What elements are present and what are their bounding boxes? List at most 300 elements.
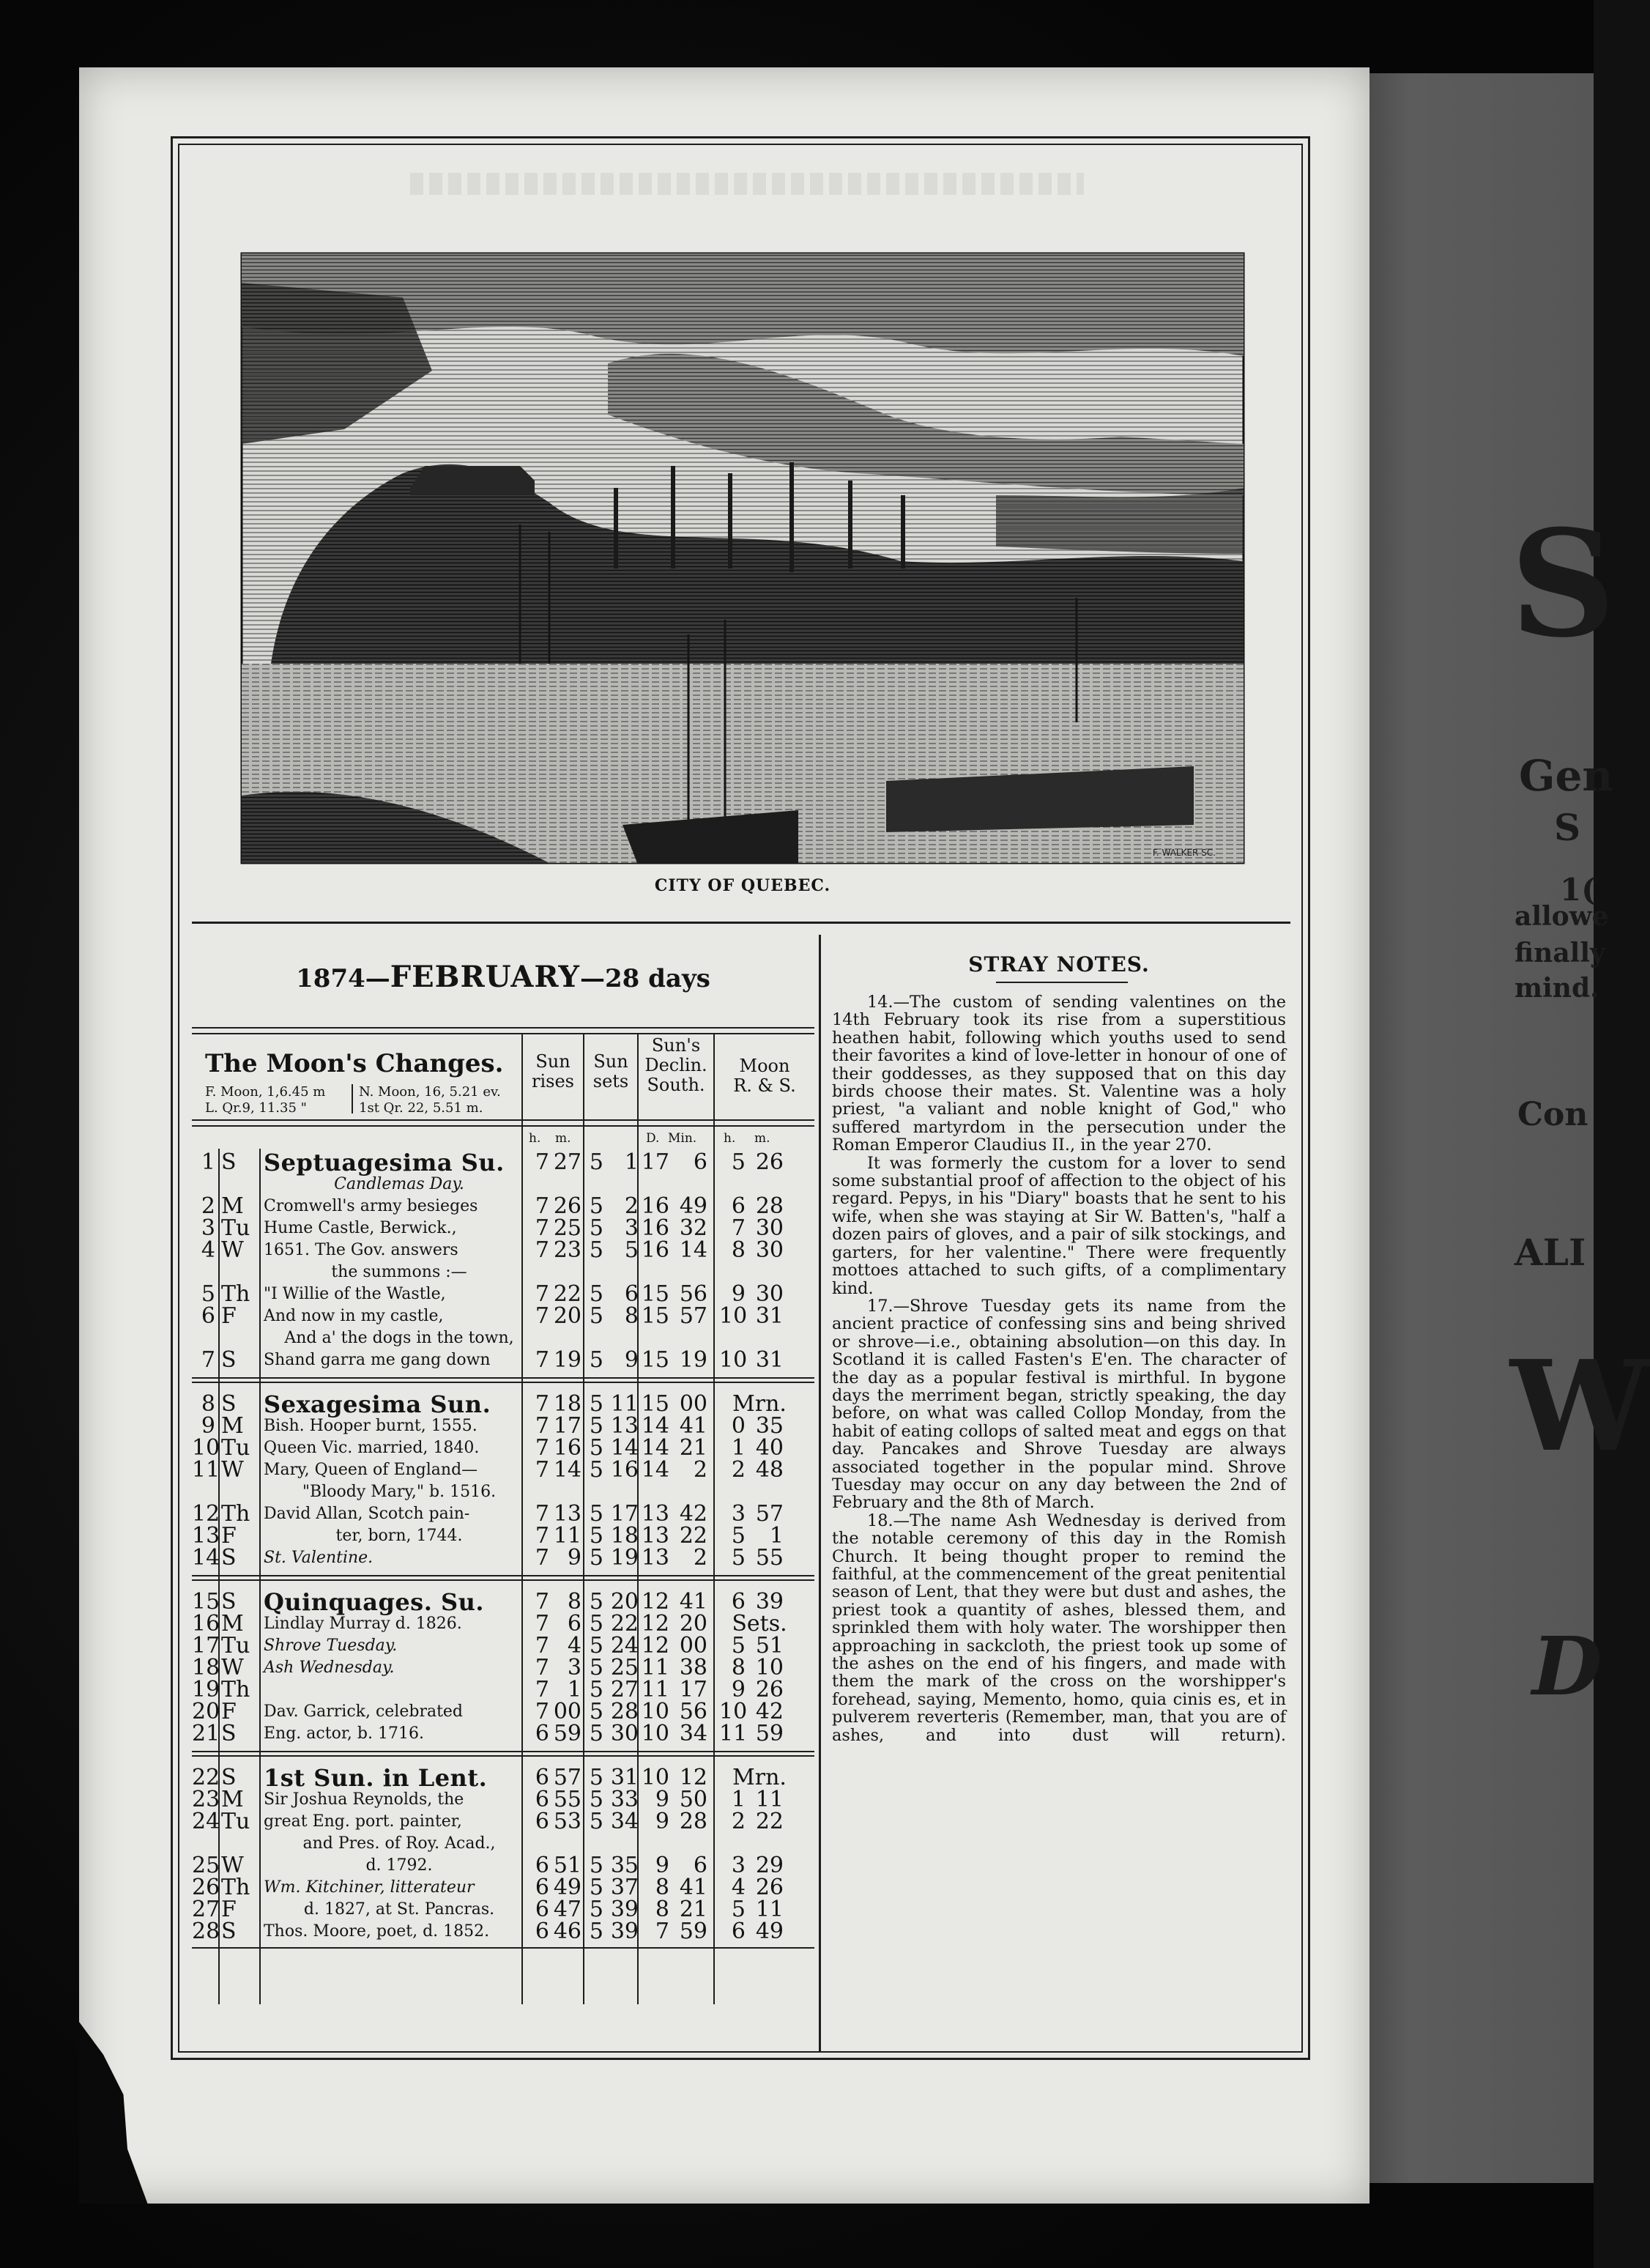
sunset-hour: 5	[589, 1545, 603, 1571]
weekday: Tu	[221, 1215, 250, 1241]
week-rule	[192, 1382, 814, 1383]
weekday: Th	[221, 1875, 250, 1900]
event-text: the summons :—	[331, 1263, 467, 1281]
calendar-row	[192, 1877, 814, 1899]
declination-degree: 15	[641, 1303, 669, 1329]
declination-degree: 16	[641, 1237, 669, 1263]
declination-minute: 6	[693, 1853, 707, 1878]
sunrise-hour: 7	[535, 1523, 549, 1549]
sunset-hour: 5	[589, 1655, 603, 1680]
moon-hour: 5	[731, 1545, 746, 1571]
event-text: Candlemas Day.	[334, 1175, 464, 1193]
day-number: 27	[192, 1897, 220, 1922]
calendar-row	[192, 1921, 814, 1943]
event-text	[264, 1679, 535, 1701]
event-text: Lindlay Murray d. 1826.	[264, 1615, 462, 1633]
declination-degree: 10	[641, 1765, 669, 1790]
sunrise-minute: 18	[553, 1391, 581, 1417]
sunrise-minute: 00	[553, 1699, 581, 1724]
sunset-hour: 5	[589, 1721, 603, 1746]
moon-minute	[750, 1481, 784, 1503]
sunset-minute	[605, 1261, 639, 1283]
day-number: 13	[192, 1523, 220, 1549]
day-number: 7	[201, 1347, 215, 1373]
sunrise-hour	[529, 1174, 549, 1196]
calendar-month: FEBRUARY	[390, 960, 580, 994]
sunset-hour: 5	[589, 1787, 603, 1812]
calendar-row	[192, 1613, 814, 1635]
weekday: S	[221, 1391, 237, 1417]
weekday: S	[221, 1347, 237, 1373]
event-text: Shand garra me gang down	[264, 1351, 491, 1369]
declination-minute: 41	[679, 1589, 707, 1615]
sunrise-minute: 26	[553, 1193, 581, 1219]
sunrise-minute: 16	[553, 1435, 581, 1461]
sunrise-hour: 7	[535, 1413, 549, 1439]
note-valentine: 14.—The custom of sending valentines on the 14th February took its rise from a superstitious heathen habit, following which youths used to send their favorites a kind of love-letter in honour of one of their goddesses, as they supposed that on this day birds choose their mates. St. Valentine was a holy priest, "a valiant and noble knight of God," who suffered martyrdom in the persecution under the Roman Emperor Claudius II., in the year 270.	[832, 993, 1286, 1155]
declination-minute: 6	[693, 1149, 707, 1175]
sunrise-hour: 7	[535, 1677, 549, 1702]
sunset-hour	[586, 1481, 603, 1503]
day-number: 5	[201, 1281, 215, 1307]
sunset-hour: 5	[589, 1809, 603, 1834]
sunrise-minute: 47	[553, 1897, 581, 1922]
sunset-minute: 11	[610, 1391, 639, 1417]
declination-degree: 8	[655, 1875, 669, 1900]
sunrise-hour: 7	[535, 1391, 549, 1417]
moon-hour	[719, 1174, 746, 1196]
sunset-minute: 22	[610, 1611, 639, 1637]
moon-hour	[719, 1481, 746, 1503]
declination-minute: 56	[679, 1699, 707, 1724]
event-text: and Pres. of Roy. Acad.,	[302, 1834, 496, 1853]
sunrise-hour: 7	[535, 1347, 549, 1373]
declination-minute: 2	[693, 1545, 707, 1571]
calendar-row	[192, 1349, 814, 1371]
day-number: 26	[192, 1875, 220, 1900]
weekday	[221, 1481, 250, 1503]
moon-minute: 31	[755, 1303, 784, 1329]
calendar-row	[192, 1261, 814, 1283]
moon-divider	[352, 1084, 353, 1113]
sunset-minute: 17	[610, 1501, 639, 1527]
moon-rise-set: Mrn.	[732, 1765, 787, 1790]
weekday: M	[221, 1787, 244, 1812]
day-number: 28	[192, 1919, 220, 1944]
moon-hour	[719, 1833, 746, 1855]
weekday: F	[221, 1523, 237, 1549]
sunset-hour: 5	[589, 1237, 603, 1263]
day-number: 25	[192, 1853, 220, 1878]
day-number	[192, 1833, 215, 1855]
adjacent-fragment: finally	[1515, 938, 1605, 968]
sunrise-hour	[529, 1261, 549, 1283]
sunrise-hour: 7	[535, 1435, 549, 1461]
sunset-hour: 5	[589, 1281, 603, 1307]
calendar-row	[192, 1305, 814, 1327]
sunrise-minute: 19	[553, 1347, 581, 1373]
weekday: S	[221, 1765, 237, 1790]
sunrise-minute	[551, 1174, 581, 1196]
day-number: 18	[192, 1655, 220, 1680]
declination-degree: 8	[655, 1897, 669, 1922]
moon-minute: 28	[755, 1193, 784, 1219]
sunset-minute: 14	[610, 1435, 639, 1461]
sunrise-minute	[551, 1481, 581, 1503]
calendar-row	[192, 1899, 814, 1921]
header-sunset: Sun sets	[592, 1051, 629, 1092]
header-rule	[192, 1119, 814, 1121]
day-number: 6	[201, 1303, 215, 1329]
calendar-year: 1874	[296, 964, 365, 993]
calendar-row	[192, 1390, 814, 1418]
moon-minute: 29	[755, 1853, 784, 1878]
declination-minute	[672, 1481, 707, 1503]
sunset-hour: 5	[589, 1765, 603, 1790]
sunset-minute: 33	[610, 1787, 639, 1812]
weekday: W	[221, 1853, 244, 1878]
sunrise-minute: 3	[567, 1655, 581, 1680]
calendar-row	[192, 1193, 814, 1219]
sunset-minute: 25	[610, 1655, 639, 1680]
week-rule	[192, 1377, 814, 1379]
event-text: St. Valentine.	[264, 1549, 374, 1567]
declination-minute: 34	[679, 1721, 707, 1746]
calendar-row	[192, 1415, 814, 1437]
moon-minute	[750, 1833, 784, 1855]
moon-minute: 51	[755, 1633, 784, 1659]
sunset-minute: 27	[610, 1677, 639, 1702]
engraver-signature: F. WALKER SC.	[1152, 848, 1216, 858]
weekday: W	[221, 1457, 244, 1483]
sunrise-minute: 1	[567, 1677, 581, 1702]
header-sunrise: Sun rises	[532, 1051, 574, 1092]
note-ash-wednesday: 18.—The name Ash Wednesday is derived from the notable ceremony of this day in the Romish Church. It being thought proper to remind the faithful, at the commencement of the great penitential season of Lent, that they were but dust and ashes, the priest took a quantity of ashes, blessed them, and sprinkled them with holy water. The worshipper then approaching in sackcloth, the priest took up some of the ashes on the end of his fingers, and made with them the mark of the cross on the worshipper's forehead, saying, Memento, homo, quia cinis es, et in pulverem reverteris (Remember, man, that you are of ashes, and into dust will return).	[832, 1511, 1286, 1745]
sunset-hour: 5	[589, 1347, 603, 1373]
weekday	[221, 1174, 250, 1196]
declination-degree: 17	[641, 1149, 669, 1175]
moon-phase: F. Moon, 1,6.45 m	[205, 1084, 326, 1100]
moon-hour: 5	[731, 1149, 746, 1175]
sunrise-hour: 7	[535, 1281, 549, 1307]
sunrise-minute: 8	[567, 1589, 581, 1615]
sunset-minute: 28	[610, 1699, 639, 1724]
event-text: Shrove Tuesday.	[264, 1637, 398, 1655]
calendar-title: 1874—FEBRUARY—28 days	[296, 960, 710, 994]
calendar-row	[192, 1327, 814, 1349]
moon-minute: 22	[755, 1809, 784, 1834]
day-number: 12	[192, 1501, 220, 1527]
declination-degree: 12	[641, 1611, 669, 1637]
weekday: Tu	[221, 1435, 250, 1461]
moon-hour: 5	[731, 1897, 746, 1922]
moon-minute: 1	[769, 1523, 784, 1549]
sunset-hour: 5	[589, 1149, 603, 1175]
week-rule	[192, 1755, 814, 1757]
day-number	[192, 1481, 215, 1503]
declination-degree	[640, 1481, 669, 1503]
adjacent-page	[1364, 73, 1650, 2183]
event-text: And now in my castle,	[264, 1307, 444, 1325]
declination-minute: 57	[679, 1303, 707, 1329]
calendar-row	[192, 1437, 814, 1459]
calendar-row	[192, 1855, 814, 1877]
sunset-minute: 30	[610, 1721, 639, 1746]
sunrise-hour: 6	[535, 1765, 549, 1790]
sunrise-minute: 49	[553, 1875, 581, 1900]
week-rule	[192, 1579, 814, 1581]
sunset-hour: 5	[589, 1919, 603, 1944]
declination-minute: 42	[679, 1501, 707, 1527]
section-rule	[192, 922, 1290, 924]
sunset-minute: 5	[624, 1237, 639, 1263]
event-text: great Eng. port. painter,	[264, 1812, 462, 1831]
declination-minute	[672, 1833, 707, 1855]
event-text: David Allan, Scotch pain-	[264, 1505, 470, 1523]
declination-degree: 9	[655, 1853, 669, 1878]
sunrise-hour	[529, 1481, 549, 1503]
header-rule2	[192, 1125, 814, 1127]
sunrise-minute: 17	[553, 1413, 581, 1439]
weekday: F	[221, 1699, 237, 1724]
day-number: 10	[192, 1435, 220, 1461]
declination-degree: 9	[655, 1787, 669, 1812]
moon-minute: 42	[755, 1699, 784, 1724]
sunrise-hour: 6	[535, 1721, 549, 1746]
day-number: 14	[192, 1545, 220, 1571]
weekday: Tu	[221, 1633, 250, 1659]
declination-minute: 14	[679, 1237, 707, 1263]
header-declination: Sun's Declin. South.	[644, 1035, 707, 1095]
day-number: 23	[192, 1787, 220, 1812]
weekday: Th	[221, 1677, 250, 1702]
declination-degree: 11	[641, 1655, 669, 1680]
faded-running-head	[410, 173, 1084, 195]
event-text: Hume Castle, Berwick.,	[264, 1219, 457, 1237]
moon-hour: 9	[731, 1677, 746, 1702]
header-moon: Moon R. & S.	[733, 1056, 796, 1096]
declination-degree: 13	[641, 1545, 669, 1571]
sunrise-minute: 14	[553, 1457, 581, 1483]
sunrise-minute: 25	[553, 1215, 581, 1241]
weekday	[221, 1261, 250, 1283]
sunset-minute: 18	[610, 1523, 639, 1549]
weekday: S	[221, 1545, 237, 1571]
sunset-minute: 31	[610, 1765, 639, 1790]
adjacent-fragment: mind.	[1515, 973, 1599, 1004]
table-rule-top	[192, 1027, 814, 1029]
calendar-row	[192, 1215, 814, 1241]
calendar-row	[192, 1547, 814, 1569]
declination-degree: 14	[641, 1457, 669, 1483]
quebec-engraving	[242, 253, 1244, 863]
sunrise-minute: 55	[553, 1787, 581, 1812]
adjacent-fragment: allowe	[1515, 901, 1609, 932]
weekday: S	[221, 1919, 237, 1944]
declination-degree	[640, 1174, 669, 1196]
weekday	[221, 1833, 250, 1855]
moon-minute	[750, 1327, 784, 1349]
day-number: 4	[201, 1237, 215, 1263]
stray-notes	[832, 993, 1286, 1744]
event-text: Ash Wednesday.	[264, 1659, 395, 1677]
declination-degree: 10	[641, 1699, 669, 1724]
sunset-hour: 5	[589, 1435, 603, 1461]
sunrise-hour: 7	[535, 1501, 549, 1527]
weekday: M	[221, 1193, 244, 1219]
declination-degree: 11	[641, 1677, 669, 1702]
sunset-minute	[605, 1174, 639, 1196]
moon-hour: 6	[731, 1589, 746, 1615]
sunset-minute: 34	[610, 1809, 639, 1834]
calendar-row	[192, 1635, 814, 1657]
moon-hour: 8	[731, 1655, 746, 1680]
day-number: 24	[192, 1809, 220, 1834]
day-number: 15	[192, 1589, 220, 1615]
sunset-hour	[586, 1261, 603, 1283]
declination-minute: 21	[679, 1897, 707, 1922]
sunset-minute: 39	[610, 1919, 639, 1944]
calendar-row	[192, 1723, 814, 1745]
day-number	[192, 1261, 215, 1283]
unit-label: m.	[754, 1131, 770, 1146]
calendar-row	[192, 1149, 814, 1176]
day-number	[192, 1327, 215, 1349]
sunset-hour	[586, 1327, 603, 1349]
declination-minute	[672, 1174, 707, 1196]
sunset-hour: 5	[589, 1677, 603, 1702]
declination-minute: 56	[679, 1281, 707, 1307]
declination-minute: 32	[679, 1215, 707, 1241]
moon-hour: 4	[731, 1875, 746, 1900]
moon-hour: 3	[731, 1501, 746, 1527]
event-text: Dav. Garrick, celebrated	[264, 1702, 464, 1721]
moon-minute: 55	[755, 1545, 784, 1571]
moon-hour: 5	[731, 1633, 746, 1659]
calendar-row	[192, 1525, 814, 1547]
sunset-hour: 5	[589, 1633, 603, 1659]
declination-degree: 15	[641, 1391, 669, 1417]
declination-degree: 7	[655, 1919, 669, 1944]
sunrise-hour: 7	[535, 1149, 549, 1175]
moon-phase: N. Moon, 16, 5.21 ev.	[359, 1084, 501, 1100]
calendar-row	[192, 1789, 814, 1811]
sunset-minute: 24	[610, 1633, 639, 1659]
moon-hour: 10	[719, 1303, 748, 1329]
moon-hour: 10	[719, 1699, 748, 1724]
column-rule	[819, 935, 821, 2051]
moon-minute: 40	[755, 1435, 784, 1461]
sunset-hour: 5	[589, 1699, 603, 1724]
sunset-minute: 13	[610, 1413, 639, 1439]
sunrise-hour	[529, 1833, 549, 1855]
event-text: Septuagesima Su.	[264, 1149, 505, 1176]
declination-degree: 12	[641, 1633, 669, 1659]
sunrise-hour: 6	[535, 1897, 549, 1922]
event-text: Mary, Queen of England—	[264, 1461, 478, 1479]
event-text: Eng. actor, b. 1716.	[264, 1724, 424, 1743]
sunrise-hour: 6	[535, 1809, 549, 1834]
adjacent-fragment: W	[1510, 1333, 1650, 1480]
sunset-minute: 8	[624, 1303, 639, 1329]
sunrise-minute: 9	[567, 1545, 581, 1571]
event-text: d. 1792.	[365, 1856, 433, 1875]
weekday: S	[221, 1721, 237, 1746]
declination-minute: 20	[679, 1611, 707, 1637]
moon-minute: 26	[755, 1875, 784, 1900]
declination-degree: 14	[641, 1435, 669, 1461]
moon-hour: 7	[731, 1215, 746, 1241]
sunrise-minute: 59	[553, 1721, 581, 1746]
sunrise-hour: 7	[535, 1215, 549, 1241]
moon-minute: 26	[755, 1677, 784, 1702]
engraving-svg	[242, 253, 1244, 863]
weekday	[221, 1327, 250, 1349]
declination-minute: 38	[679, 1655, 707, 1680]
sunset-minute: 3	[624, 1215, 639, 1241]
declination-minute: 00	[679, 1391, 707, 1417]
moon-minute: 30	[755, 1237, 784, 1263]
sunrise-hour: 7	[535, 1545, 549, 1571]
moon-hour: 6	[731, 1193, 746, 1219]
sunrise-minute: 4	[567, 1633, 581, 1659]
calendar-row	[192, 1701, 814, 1723]
calendar-row	[192, 1588, 814, 1616]
sunrise-hour	[529, 1327, 549, 1349]
sunrise-hour: 7	[535, 1633, 549, 1659]
weekday: Tu	[221, 1809, 250, 1834]
citadel	[410, 466, 535, 495]
event-text: Cromwell's army besieges	[264, 1197, 478, 1215]
sunset-hour: 5	[589, 1501, 603, 1527]
weekday: S	[221, 1589, 237, 1615]
sunrise-hour: 6	[535, 1875, 549, 1900]
engraving-caption: CITY OF QUEBEC.	[654, 876, 831, 895]
sunset-hour: 5	[589, 1897, 603, 1922]
day-number: 8	[201, 1391, 215, 1417]
sunrise-minute: 11	[553, 1523, 581, 1549]
note-shrove-tuesday: 17.—Shrove Tuesday gets its name from the ancient practice of confessing sins and being shrived or shrove—i.e., obtaining absolution—on this day. In Scotland it is called Fasten's E'en. The character of the day as a popular festival is mirthful. In bygone days the merriment began, strictly speaking, the day before, on what was called Collop Monday, from the habit of eating collops of salted meat and eggs on that day. Pancakes and Shrove Tuesday are always associated together in the popular mind. Shrove Tuesday may occur on any day between the 2nd of February and the 8th of March.	[832, 1296, 1286, 1513]
moon-minute: 48	[755, 1457, 784, 1483]
moon-rise-set: Sets.	[732, 1611, 787, 1637]
event-text: ter, born, 1744.	[335, 1527, 463, 1545]
sunset-minute: 16	[610, 1457, 639, 1483]
declination-minute: 59	[679, 1919, 707, 1944]
weekday: F	[221, 1897, 237, 1922]
moon-phase: 1st Qr. 22, 5.51 m.	[359, 1100, 483, 1116]
declination-degree	[640, 1327, 669, 1349]
sunset-minute: 2	[624, 1193, 639, 1219]
unit-label: D.	[646, 1131, 660, 1146]
declination-degree: 13	[641, 1523, 669, 1549]
moon-hour: 11	[719, 1721, 748, 1746]
calendar-row	[192, 1503, 814, 1525]
moon-hour: 1	[731, 1435, 746, 1461]
event-text: And a' the dogs in the town,	[284, 1329, 514, 1347]
sunrise-minute	[551, 1261, 581, 1283]
sunrise-minute	[551, 1327, 581, 1349]
sunset-hour: 5	[589, 1589, 603, 1615]
calendar-row	[192, 1481, 814, 1503]
moon-hour	[719, 1261, 746, 1283]
declination-minute: 00	[679, 1633, 707, 1659]
event-text: Sir Joshua Reynolds, the	[264, 1790, 464, 1809]
event-text: Sexagesima Sun.	[264, 1390, 491, 1418]
moon-hour: 9	[731, 1281, 746, 1307]
sunset-hour	[586, 1174, 603, 1196]
weekday: M	[221, 1413, 244, 1439]
sunset-hour: 5	[589, 1875, 603, 1900]
